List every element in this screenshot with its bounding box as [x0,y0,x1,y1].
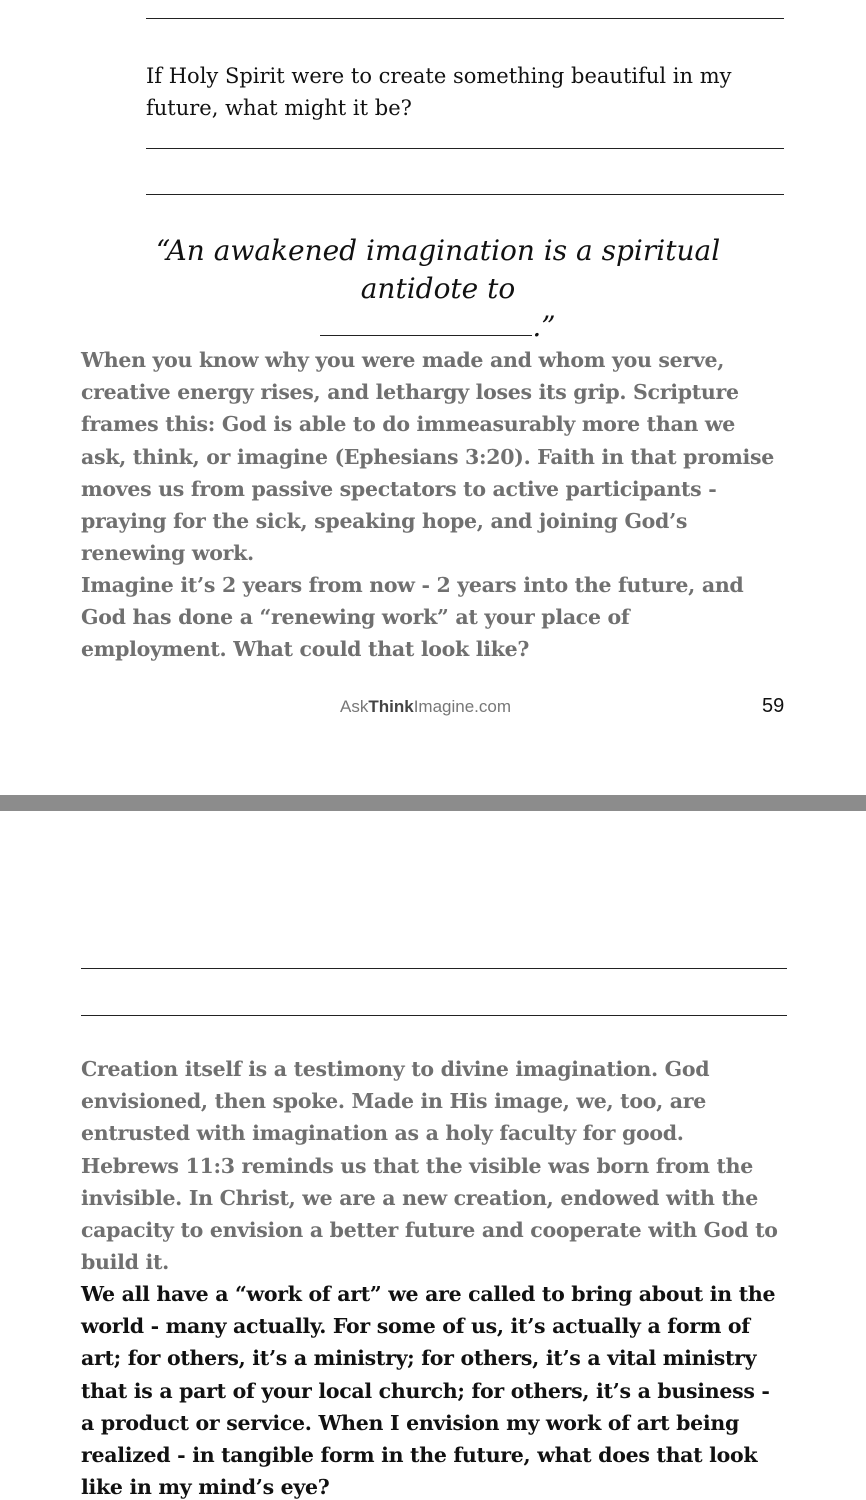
page-divider [0,795,866,811]
quote-blank [320,309,532,336]
page-60 [0,811,866,1500]
body-paragraph: Creation itself is a testimony to divine imagination. God envisioned, then spoke. Made in His image, we, too, are entrusted with imagination as a holy faculty for good. Hebrews 11:3 reminds us that the visible was born from the invisible. In Christ, we are a new creation, endowed with the capacity to envision a better future and cooperate with God to build it. [81,1057,778,1275]
body-paragraph: When you know why you were made and whom you serve, creative energy rises, and lethargy loses its grip. Scripture frames this: God is able to do immeasurably more than we ask, think, or imagine (Ephesians 3:20). Faith in that promise moves us from passive spectators to active participants - praying for the sick, speaking hope, and joining God’s renewing work. [81,348,774,566]
prompt-paragraph: We all have a “work of art” we are called to bring about in the world - many actually. For some of us, it’s actually a form of art; for others, it’s a ministry; for others, it’s a vital ministry that is a part of your local church; for others, it’s a business - a product or service. When I envision my work of art being realized - in tangible form in the future, what does that look like in my mind’s eye? [81,1282,776,1500]
answer-line [146,194,784,195]
fill-in-quote [100,232,776,346]
footer-website: AskThinkImagine.com [340,697,512,716]
answer-line [81,1015,787,1016]
quote-end: .” [532,310,556,343]
answer-line [146,148,784,149]
reflection-question: If Holy Spirit were to create something beautiful in my future, what might it be? [146,64,732,120]
body-paragraph: Imagine it’s 2 years from now - 2 years into the future, and God has done a “renewing work” at your place of employment. What could that look like? [81,573,744,662]
quote-text: “An awakened imagination is a spiritual antidote to [155,234,721,305]
answer-line [81,968,787,969]
answer-line [146,18,784,19]
page-number: 59 [762,695,785,717]
